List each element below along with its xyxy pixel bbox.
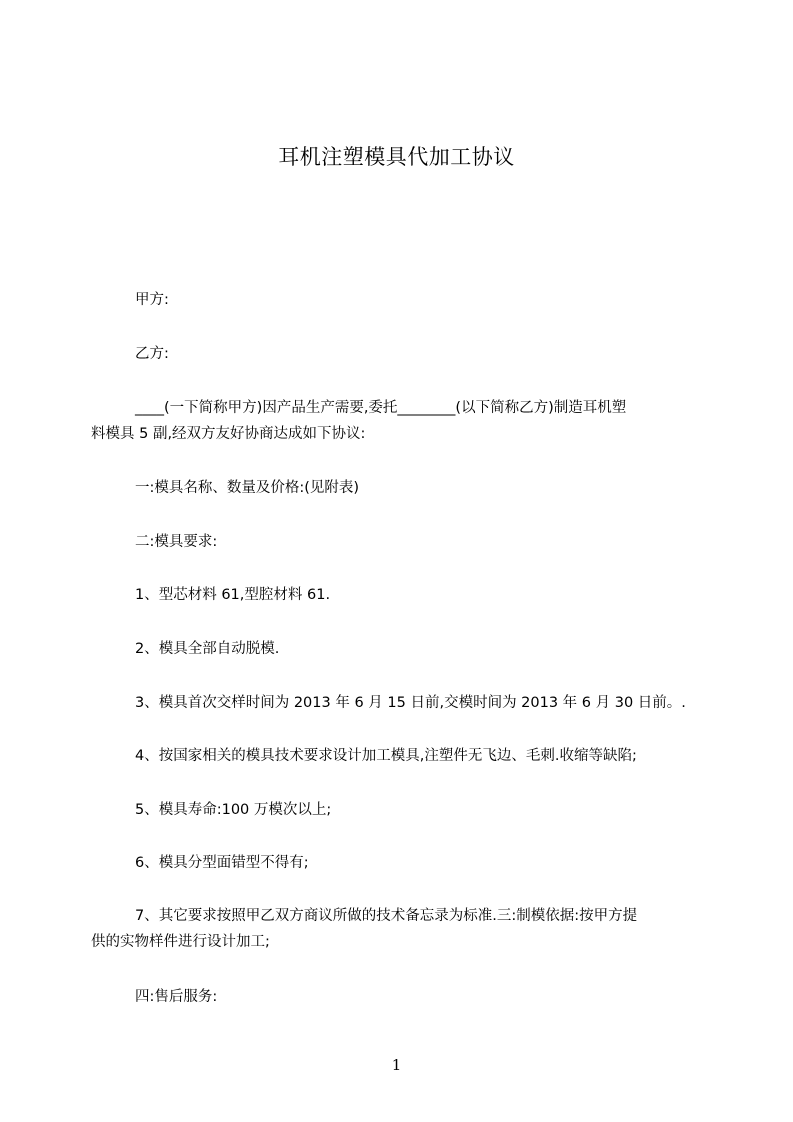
- item-7-line-1: 7、其它要求按照甲乙双方商议所做的技术备忘录为标准.三:制模依据:按甲方提: [135, 908, 638, 924]
- section-4-heading: 四:售后服务:: [135, 989, 218, 1005]
- page-number: 1: [391, 1056, 402, 1074]
- requirement-item-1: 1、型芯材料 61,型腔材料 61.: [135, 587, 331, 603]
- document-title: 耳机注塑模具代加工协议: [278, 145, 515, 169]
- party-b-line: 乙方:: [135, 346, 169, 362]
- section-1-heading: 一:模具名称、数量及价格:(见附表): [135, 480, 360, 496]
- requirement-item-3: 3、模具首次交样时间为 2013 年 6 月 15 日前,交模时间为 2013 年 6 月 30 日前。.: [135, 695, 686, 711]
- intro-paragraph: [91, 395, 715, 447]
- requirement-item-7: [91, 903, 715, 955]
- requirement-item-4: 4、按国家相关的模具技术要求设计加工模具,注塑件无飞边、毛刺.收缩等缺陷;: [135, 748, 637, 764]
- intro-line-2: 料模具 5 副,经双方友好协商达成如下协议:: [91, 426, 366, 442]
- requirement-item-2: 2、模具全部自动脱模.: [135, 641, 280, 657]
- party-a-line: 甲方:: [135, 292, 169, 308]
- intro-line-1: ____(一下简称甲方)因产品生产需要,委托________(以下简称乙方)制造耳机塑: [135, 400, 627, 416]
- section-2-heading: 二:模具要求:: [135, 534, 218, 550]
- item-7-line-2: 供的实物样件进行设计加工;: [91, 934, 270, 950]
- requirement-item-5: 5、模具寿命:100 万模次以上;: [135, 802, 332, 818]
- requirement-item-6: 6、模具分型面错型不得有;: [135, 855, 309, 871]
